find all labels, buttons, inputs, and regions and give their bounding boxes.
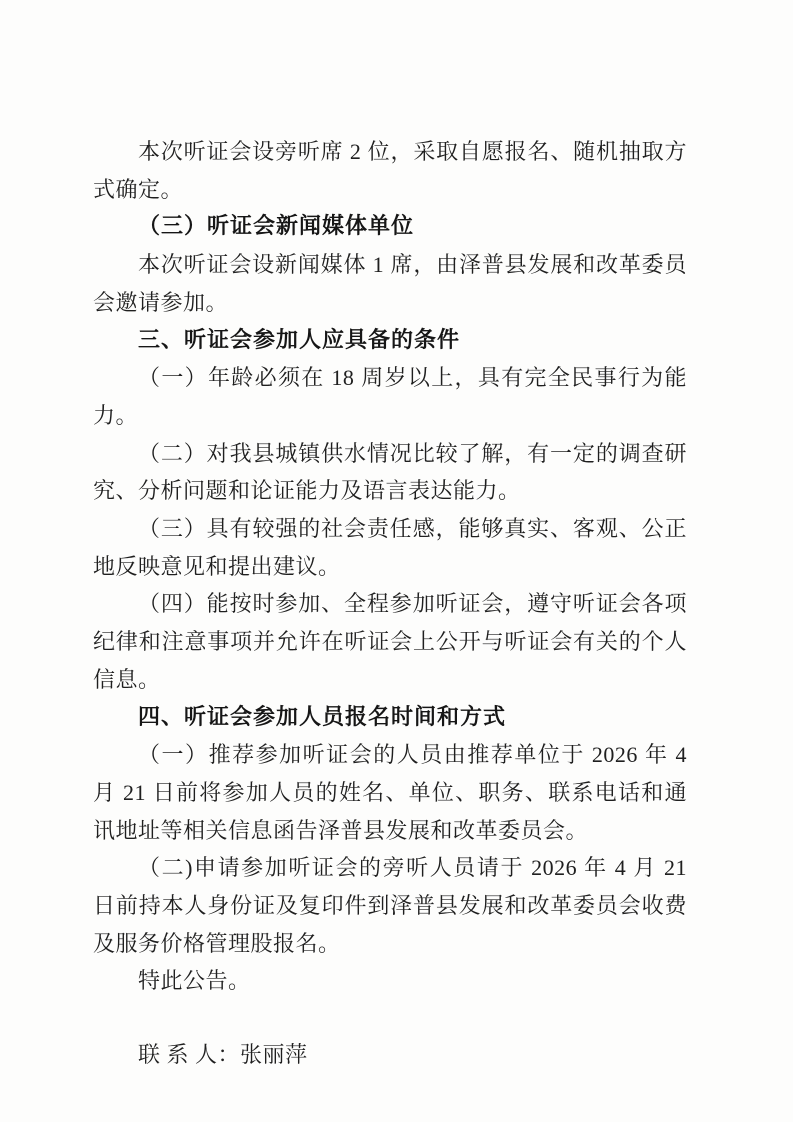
section-heading: （三）听证会新闻媒体单位 xyxy=(138,214,415,240)
contact-line: 联 系 人：张丽萍 xyxy=(138,1042,308,1068)
section-heading: 三、听证会参加人应具备的条件 xyxy=(138,327,461,353)
body-paragraph: 本次听证会设新闻媒体 1 席，由泽普县发展和改革委员会邀请参加。 xyxy=(93,252,687,315)
body-paragraph: （二）对我县城镇供水情况比较了解，有一定的调查研究、分析问题和论证能力及语言表达能力。 xyxy=(93,440,687,504)
body-paragraph: （一）推荐参加听证会的人员由推荐单位于 2026 年 4 月 21 日前将参加人员的姓名、单位、职务、联系电话和通讯地址等相关信息函告泽普县发展和改革委员会。 xyxy=(93,742,687,843)
document-body xyxy=(93,133,687,1074)
body-paragraph: （三）具有较强的社会责任感，能够真实、客观、公正地反映意见和提出建议。 xyxy=(93,516,687,579)
body-paragraph: 本次听证会设旁听席 2 位，采取自愿报名、随机抽取方式确定。 xyxy=(93,139,687,202)
body-paragraph: （二)申请参加听证会的旁听人员请于 2026 年 4 月 21 日前持本人身份证及复印件到泽普县发展和改革委员会收费及服务价格管理股报名。 xyxy=(93,855,687,956)
body-paragraph: （四）能按时参加、全程参加听证会，遵守听证会各项纪律和注意事项并允许在听证会上公开与听证会有关的个人信息。 xyxy=(93,591,687,692)
section-heading: 四、听证会参加人员报名时间和方式 xyxy=(138,704,507,730)
body-paragraph: 特此公告。 xyxy=(138,968,251,994)
body-paragraph: （一）年龄必须在 18 周岁以上，具有完全民事行为能力。 xyxy=(93,365,687,428)
